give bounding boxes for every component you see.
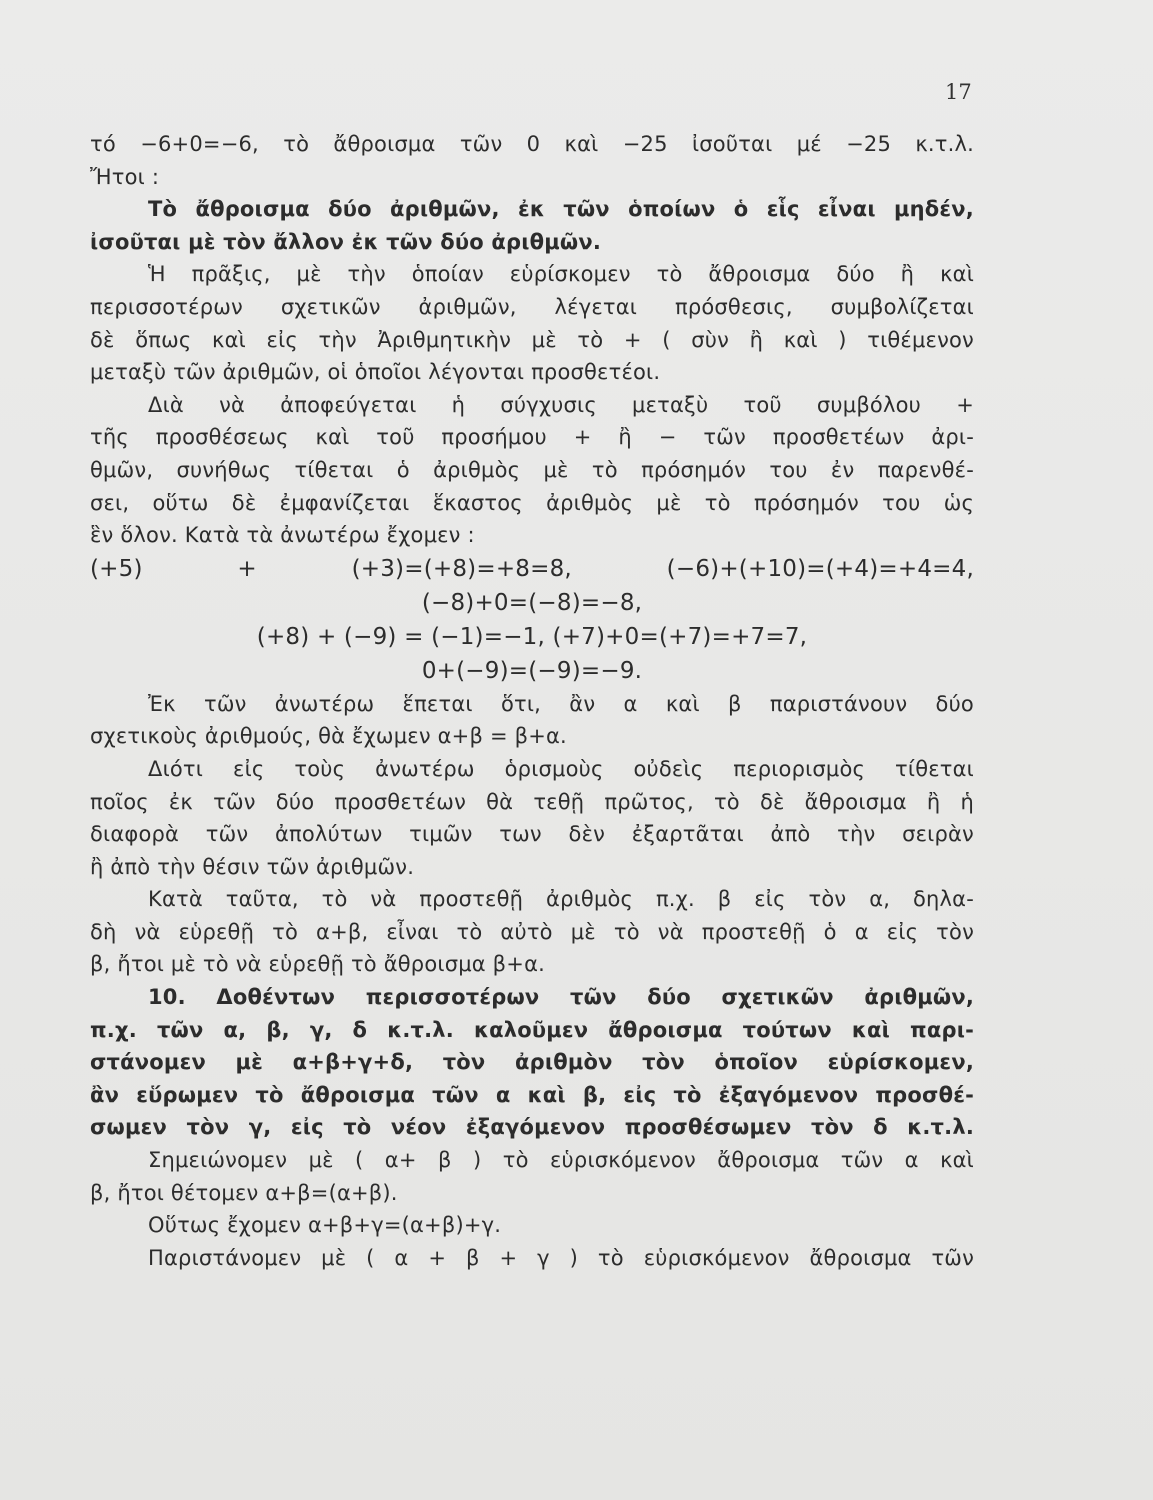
text-line: σχετικοὺς ἀριθμούς, θὰ ἔχωμεν α+β = β+α. [90,724,567,749]
text-line: ἓν ὅλον. Κατὰ τὰ ἀνωτέρω ἔχομεν : [90,523,475,548]
text-line: Σημειώνομεν μὲ ( α+ β ) τὸ εὑρισκόμενον ἄθροισμα τῶν α καὶ [148,1148,974,1173]
text-line: δὴ νὰ εὑρεθῇ τὸ α+β, εἶναι τὸ αὐτὸ μὲ τὸ νὰ προστεθῇ ὁ α εἰς τὸν [90,919,974,944]
text-line: θμῶν, συνήθως τίθεται ὁ ἀριθμὸς μὲ τὸ πρόσημόν του ἐν παρενθέ- [90,457,974,482]
page-number: 17 [945,80,972,104]
text-line: Διότι εἰς τοὺς ἀνωτέρω ὁρισμοὺς οὐδεὶς περιορισμὸς τίθεται [148,756,974,781]
text-line: (+5) + (+3)=(+8)=+8=8, (−6)+(+10)=(+4)=+4=4, [90,555,974,582]
text-line: β, ἤτοι μὲ τὸ νὰ εὑρεθῇ τὸ ἄθροισμα β+α. [90,952,545,977]
text-line: διαφορὰ τῶν ἀπολύτων τιμῶν των δὲν ἐξαρτᾶται ἀπὸ τὴν σειρὰν [90,822,974,847]
page-text [90,128,974,1274]
text-line: Ἐκ τῶν ἀνωτέρω ἕπεται ὅτι, ἂν α καὶ β παριστάνουν δύο [148,691,974,716]
text-line: π.χ. τῶν α, β, γ, δ κ.τ.λ. καλοῦμεν ἄθροισμα τούτων καὶ παρι- [90,1017,974,1042]
text-line: ἰσοῦται μὲ τὸν ἄλλον ἐκ τῶν δύο ἀριθμῶν. [90,229,602,254]
text-line: τῆς προσθέσεως καὶ τοῦ προσήμου + ἢ − τῶν προσθετέων ἀρι- [90,425,974,450]
text-line: Διὰ νὰ ἀποφεύγεται ἡ σύγχυσις μεταξὺ τοῦ συμβόλου + [148,392,974,417]
text-line: 10. Δοθέντων περισσοτέρων τῶν δύο σχετικῶν ἀριθμῶν, [148,985,974,1010]
text-line: ποῖος ἐκ τῶν δύο προσθετέων θὰ τεθῇ πρῶτος, τὸ δὲ ἄθροισμα ἢ ἡ [90,789,974,814]
text-line: Παριστάνομεν μὲ ( α + β + γ ) τὸ εὑρισκόμενον ἄθροισμα τῶν [148,1245,974,1270]
text-line: σει, οὕτω δὲ ἐμφανίζεται ἕκαστος ἀριθμὸς μὲ τὸ πρόσημόν του ὡς [90,490,974,515]
text-line: μεταξὺ τῶν ἀριθμῶν, οἱ ὁποῖοι λέγονται προσθετέοι. [90,360,661,385]
text-line: Ἡ πρᾶξις, μὲ τὴν ὁποίαν εὑρίσκομεν τὸ ἄθροισμα δύο ἢ καὶ [148,262,974,287]
text-line: Ἤτοι : [90,164,160,189]
text-line: Κατὰ ταῦτα, τὸ νὰ προστεθῇ ἀριθμὸς π.χ. β εἰς τὸν α, δηλα- [148,887,974,912]
text-line: Τὸ ἄθροισμα δύο ἀριθμῶν, ἐκ τῶν ὁποίων ὁ εἷς εἶναι μηδέν, [148,197,974,222]
text-line: δὲ ὅπως καὶ εἰς τὴν Ἀριθμητικὴν μὲ τὸ + ( σὺν ἢ καὶ ) τιθέμενον [90,327,974,352]
text-line: ἂν εὕρωμεν τὸ ἄθροισμα τῶν α καὶ β, εἰς τὸ ἐξαγόμενον προσθέ- [90,1082,974,1107]
text-line: ἢ ἀπὸ τὴν θέσιν τῶν ἀριθμῶν. [90,854,415,879]
text-line: περισσοτέρων σχετικῶν ἀριθμῶν, λέγεται πρόσθεσις, συμβολίζεται [90,294,974,319]
text-line: τό −6+0=−6, τὸ ἄθροισμα τῶν 0 καὶ −25 ἰσοῦται μέ −25 κ.τ.λ. [90,132,974,156]
text-line: Οὕτως ἔχομεν α+β+γ=(α+β)+γ. [148,1213,502,1238]
text-line: (+8) + (−9) = (−1)=−1, (+7)+0=(+7)=+7=7, [256,623,808,650]
text-line: στάνομεν μὲ α+β+γ+δ, τὸν ἀριθμὸν τὸν ὁποῖον εὑρίσκομεν, [90,1050,974,1075]
text-line: (−8)+0=(−8)=−8, [421,589,643,616]
text-line: 0+(−9)=(−9)=−9. [421,657,643,684]
text-line: σωμεν τὸν γ, εἰς τὸ νέον ἐξαγόμενον προσθέσωμεν τὸν δ κ.τ.λ. [90,1115,974,1140]
text-line: β, ἤτοι θέτομεν α+β=(α+β). [90,1180,398,1205]
